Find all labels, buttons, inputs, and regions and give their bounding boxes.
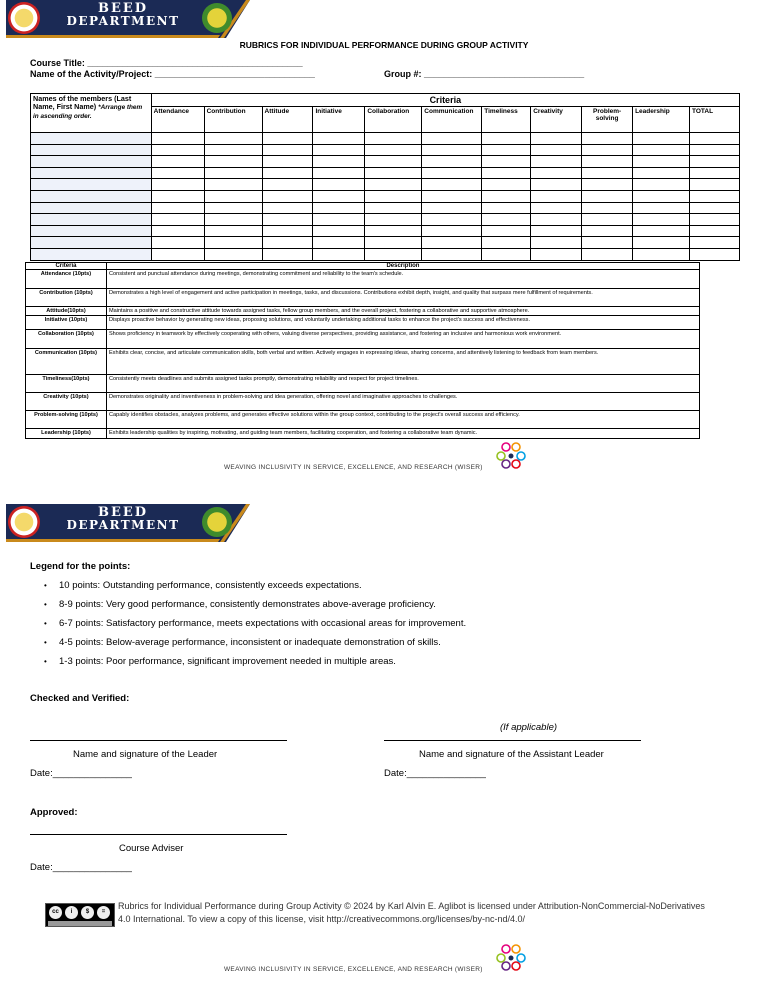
score-cell[interactable] [262, 144, 313, 156]
score-cell[interactable] [482, 156, 531, 168]
if-applicable-note: (If applicable) [500, 722, 558, 733]
score-cell[interactable] [582, 225, 633, 237]
legend-text: 8-9 points: Very good performance, consistently demonstrates above-average proficiency. [59, 599, 436, 610]
criteria-description: Demonstrates originality and inventiveness in problem-solving and idea generation, offering novel and imaginative approaches to challenges. [106, 393, 699, 411]
score-cell[interactable] [262, 225, 313, 237]
score-cell[interactable] [482, 237, 531, 249]
leader-signature-label: Name and signature of the Leader [73, 749, 218, 760]
criteria-name: Attendance (10pts) [26, 270, 107, 289]
member-name-cell[interactable] [31, 237, 152, 249]
score-cell[interactable] [689, 179, 739, 191]
score-cell[interactable] [689, 214, 739, 226]
score-cell[interactable] [422, 167, 482, 179]
col-collaboration: Collaboration [365, 107, 422, 133]
score-cell[interactable] [633, 167, 690, 179]
col-problem-solving: Problem-solving [582, 107, 633, 133]
banner-line2: DEPARTMENT [66, 518, 180, 532]
score-cell[interactable] [204, 237, 262, 249]
score-cell[interactable] [204, 225, 262, 237]
banner-line2: DEPARTMENT [66, 14, 180, 28]
score-cell[interactable] [365, 144, 422, 156]
leader-signature-line[interactable] [30, 740, 287, 741]
legend-item [44, 652, 466, 671]
score-cell[interactable] [531, 225, 582, 237]
score-cell[interactable] [633, 156, 690, 168]
legend-item [44, 595, 466, 614]
criteria-description-table [25, 262, 700, 439]
score-cell[interactable] [531, 237, 582, 249]
approved-label: Approved: [30, 807, 78, 818]
score-cell[interactable] [204, 202, 262, 214]
score-cell[interactable] [151, 214, 204, 226]
legend-text: 1-3 points: Poor performance, significant improvement needed in multiple areas. [59, 656, 396, 667]
bullet-icon: • [44, 638, 47, 647]
score-cell[interactable] [422, 179, 482, 191]
group-number-field[interactable]: Group #: ________________________________ [384, 69, 585, 79]
member-name-cell[interactable] [31, 248, 152, 260]
score-cell[interactable] [365, 179, 422, 191]
score-cell[interactable] [422, 225, 482, 237]
score-cell[interactable] [531, 133, 582, 145]
score-cell[interactable] [482, 190, 531, 202]
legend-item [44, 633, 466, 652]
score-cell[interactable] [151, 237, 204, 249]
cc-license-badge-icon [45, 903, 115, 927]
score-cell[interactable] [633, 214, 690, 226]
score-cell[interactable] [531, 248, 582, 260]
banner-line1: BEED [97, 1, 149, 16]
score-cell[interactable] [482, 225, 531, 237]
score-cell[interactable] [262, 156, 313, 168]
adviser-signature-line[interactable] [30, 834, 287, 835]
score-cell[interactable] [313, 248, 365, 260]
score-cell[interactable] [204, 167, 262, 179]
score-cell[interactable] [422, 237, 482, 249]
member-row [31, 133, 740, 145]
score-cell[interactable] [531, 179, 582, 191]
score-cell[interactable] [422, 156, 482, 168]
member-row [31, 248, 740, 260]
criteria-description: Displays proactive behavior by generating new ideas, proposing solutions, and voluntarily undertaking additional tasks to enhance the project's success and effectiveness. [106, 316, 699, 330]
wiser-logo-icon [494, 440, 528, 470]
score-cell[interactable] [262, 202, 313, 214]
criteria-col-header: Criteria [26, 263, 107, 270]
score-cell[interactable] [531, 202, 582, 214]
member-name-cell[interactable] [31, 167, 152, 179]
member-row [31, 225, 740, 237]
banner-line1: BEED [97, 505, 149, 520]
score-cell[interactable] [633, 237, 690, 249]
page-title: RUBRICS FOR INDIVIDUAL PERFORMANCE DURING GROUP ACTIVITY [239, 40, 529, 50]
member-name-cell[interactable] [31, 190, 152, 202]
criteria-name: Collaboration (10pts) [26, 330, 107, 349]
score-cell[interactable] [582, 179, 633, 191]
score-cell[interactable] [365, 214, 422, 226]
department-banner-page2 [6, 504, 250, 542]
criteria-description: Consistently meets deadlines and submits assigned tasks promptly, demonstrating reliability and respect for project timelines. [106, 375, 699, 393]
member-row [31, 179, 740, 191]
score-cell[interactable] [422, 190, 482, 202]
score-cell[interactable] [633, 133, 690, 145]
score-cell[interactable] [204, 144, 262, 156]
score-cell[interactable] [365, 133, 422, 145]
score-cell[interactable] [204, 156, 262, 168]
score-cell[interactable] [313, 225, 365, 237]
score-cell[interactable] [531, 156, 582, 168]
wiser-footer: WEAVING INCLUSIVITY IN SERVICE, EXCELLENCE, AND RESEARCH (WISER) [224, 464, 483, 471]
score-cell[interactable] [422, 144, 482, 156]
member-rows [31, 133, 740, 261]
by-icon: i [65, 906, 78, 919]
criteria-description: Exhibits clear, concise, and articulate communication skills, both verbal and written. Actively engages in expressing ideas, sharing concerns, and attentively listening to feedback from team members. [106, 349, 699, 375]
score-cell[interactable] [582, 156, 633, 168]
score-cell[interactable] [151, 144, 204, 156]
score-cell[interactable] [204, 133, 262, 145]
score-cell[interactable] [204, 248, 262, 260]
score-cell[interactable] [365, 225, 422, 237]
score-cell[interactable] [582, 202, 633, 214]
score-cell[interactable] [365, 202, 422, 214]
member-row [31, 156, 740, 168]
score-cell[interactable] [582, 237, 633, 249]
legend-text: 10 points: Outstanding performance, consistently exceeds expectations. [59, 580, 362, 591]
score-cell[interactable] [313, 133, 365, 145]
nc-icon: $ [81, 906, 94, 919]
license-text: Rubrics for Individual Performance during Group Activity © 2024 by Karl Alvin E. Aglibot is licensed under Attribution-NonCommercial-NoDerivatives 4.0 International. To view a copy of this license, visit http://creativecommons.org/licenses/by-nc-nd/4.0/ [118, 901, 705, 924]
score-cell[interactable] [482, 202, 531, 214]
member-row [31, 214, 740, 226]
score-cell[interactable] [482, 179, 531, 191]
member-name-cell[interactable] [31, 214, 152, 226]
score-cell[interactable] [582, 248, 633, 260]
score-cell[interactable] [422, 133, 482, 145]
department-seal-icon [202, 507, 232, 537]
score-cell[interactable] [204, 214, 262, 226]
score-cell[interactable] [313, 202, 365, 214]
bullet-icon: • [44, 600, 47, 609]
banner-title [52, 2, 194, 28]
criteria-name: Leadership (10pts) [26, 429, 107, 439]
bullet-icon: • [44, 657, 47, 666]
assistant-signature-line[interactable] [384, 740, 641, 741]
score-cell[interactable] [633, 225, 690, 237]
score-cell[interactable] [422, 214, 482, 226]
activity-name-field[interactable]: Name of the Activity/Project: ________________________________ [30, 69, 315, 79]
criteria-header: Criteria [151, 94, 739, 107]
score-cell[interactable] [531, 144, 582, 156]
criteria-description: Shows proficiency in teamwork by effectively cooperating with others, valuing diverse perspectives, providing assistance, and fostering an inclusive and harmonious work environment. [106, 330, 699, 349]
score-cell[interactable] [689, 167, 739, 179]
score-cell[interactable] [582, 214, 633, 226]
score-cell[interactable] [531, 190, 582, 202]
member-row [31, 190, 740, 202]
member-name-cell[interactable] [31, 133, 152, 145]
score-cell[interactable] [365, 248, 422, 260]
criteria-name: Contribution (10pts) [26, 289, 107, 307]
score-cell[interactable] [482, 214, 531, 226]
col-attendance: Attendance [151, 107, 204, 133]
score-cell[interactable] [582, 144, 633, 156]
score-cell[interactable] [582, 133, 633, 145]
score-cell[interactable] [313, 179, 365, 191]
legend-title: Legend for the points: [30, 561, 131, 572]
criteria-description: Maintains a positive and constructive attitude towards assigned tasks, fellow group members, and the overall project, fostering a collaborative and supportive atmosphere. [106, 307, 699, 316]
score-cell[interactable] [689, 190, 739, 202]
score-cell[interactable] [365, 190, 422, 202]
criteria-name: Initiative (10pts) [26, 316, 107, 330]
score-cell[interactable] [204, 190, 262, 202]
criteria-name: Communication (10pts) [26, 349, 107, 375]
score-cell[interactable] [422, 248, 482, 260]
description-col-header: Description [106, 263, 699, 270]
member-row [31, 237, 740, 249]
bullet-icon: • [44, 581, 47, 590]
score-cell[interactable] [482, 133, 531, 145]
score-cell[interactable] [633, 144, 690, 156]
col-communication: Communication [422, 107, 482, 133]
legend-item [44, 614, 466, 633]
legend-text: 6-7 points: Satisfactory performance, meets expectations with occasional areas for improvement. [59, 618, 467, 629]
score-cell[interactable] [262, 237, 313, 249]
criteria-name: Timeliness(10pts) [26, 375, 107, 393]
col-attitude: Attitude [262, 107, 313, 133]
score-cell[interactable] [313, 167, 365, 179]
score-cell[interactable] [313, 144, 365, 156]
member-name-cell[interactable] [31, 202, 152, 214]
score-cell[interactable] [262, 167, 313, 179]
score-cell[interactable] [313, 190, 365, 202]
bullet-icon: • [44, 619, 47, 628]
checked-verified-label: Checked and Verified: [30, 693, 130, 704]
col-total: TOTAL [689, 107, 739, 133]
names-header-note: *Arrange them in ascending order. [33, 104, 143, 120]
adviser-date-field[interactable]: Date:_______________ [30, 862, 132, 873]
score-cell[interactable] [689, 133, 739, 145]
department-banner [6, 0, 250, 38]
member-row [31, 202, 740, 214]
col-initiative: Initiative [313, 107, 365, 133]
member-name-cell[interactable] [31, 156, 152, 168]
criteria-description: Capably identifies obstacles, analyzes problems, and generates effective solutions within the group context, contributing to the project's overall success and efficiency. [106, 411, 699, 429]
criteria-description: Demonstrates a high level of engagement and active participation in meetings, tasks, and discussions. Contributions exhibit depth, insight, and quality that surpass mere fulfillment of requirements. [106, 289, 699, 307]
col-timeliness: Timeliness [482, 107, 531, 133]
score-cell[interactable] [365, 167, 422, 179]
criteria-name: Creativity (10pts) [26, 393, 107, 411]
legend-text: 4-5 points: Below-average performance, inconsistent or inadequate demonstration of skills. [59, 637, 441, 648]
score-cell[interactable] [151, 190, 204, 202]
names-header-label: Names of the members (Last Name, First Name) [33, 94, 132, 111]
cc-icon: cc [49, 906, 62, 919]
department-seal-icon [202, 3, 232, 33]
leader-date-field[interactable]: Date:_______________ [30, 768, 132, 779]
points-legend-list [44, 576, 466, 671]
score-cell[interactable] [531, 167, 582, 179]
score-cell[interactable] [531, 214, 582, 226]
score-cell[interactable] [689, 237, 739, 249]
legend-item [44, 576, 466, 595]
score-cell[interactable] [582, 167, 633, 179]
member-row [31, 167, 740, 179]
score-cell[interactable] [633, 248, 690, 260]
score-cell[interactable] [689, 202, 739, 214]
members-score-table [30, 93, 740, 261]
cc-badge-strip [48, 921, 112, 926]
score-cell[interactable] [313, 156, 365, 168]
score-cell[interactable] [689, 156, 739, 168]
nd-icon: = [97, 906, 110, 919]
score-cell[interactable] [422, 202, 482, 214]
score-cell[interactable] [262, 190, 313, 202]
criteria-name: Attitude(10pts) [26, 307, 107, 316]
score-cell[interactable] [689, 144, 739, 156]
score-cell[interactable] [151, 133, 204, 145]
score-cell[interactable] [151, 167, 204, 179]
score-cell[interactable] [633, 179, 690, 191]
score-cell[interactable] [262, 179, 313, 191]
score-cell[interactable] [365, 237, 422, 249]
member-name-cell[interactable] [31, 179, 152, 191]
score-cell[interactable] [151, 179, 204, 191]
col-contribution: Contribution [204, 107, 262, 133]
member-name-cell[interactable] [31, 144, 152, 156]
score-cell[interactable] [689, 225, 739, 237]
adviser-label: Course Adviser [119, 843, 184, 854]
score-cell[interactable] [689, 248, 739, 260]
score-cell[interactable] [482, 144, 531, 156]
criteria-description: Consistent and punctual attendance during meetings, demonstrating commitment and reliability to the team's schedule. [106, 270, 699, 289]
score-cell[interactable] [313, 214, 365, 226]
score-cell[interactable] [313, 237, 365, 249]
score-cell[interactable] [262, 133, 313, 145]
score-cell[interactable] [151, 156, 204, 168]
score-cell[interactable] [482, 167, 531, 179]
member-row [31, 144, 740, 156]
wiser-footer-page2: WEAVING INCLUSIVITY IN SERVICE, EXCELLENCE, AND RESEARCH (WISER) [224, 966, 483, 973]
assistant-signature-label: Name and signature of the Assistant Leader [419, 749, 604, 760]
banner-title [52, 506, 194, 532]
criteria-name: Problem-solving (10pts) [26, 411, 107, 429]
score-cell[interactable] [633, 190, 690, 202]
university-seal-icon [8, 2, 40, 34]
score-cell[interactable] [151, 202, 204, 214]
col-leadership: Leadership [633, 107, 690, 133]
score-cell[interactable] [262, 248, 313, 260]
score-cell[interactable] [151, 248, 204, 260]
course-title-field[interactable]: Course Title: ___________________________________________ [30, 58, 303, 68]
score-cell[interactable] [582, 190, 633, 202]
member-name-cell[interactable] [31, 225, 152, 237]
score-cell[interactable] [482, 248, 531, 260]
score-cell[interactable] [204, 179, 262, 191]
col-creativity: Creativity [531, 107, 582, 133]
score-cell[interactable] [151, 225, 204, 237]
wiser-logo-icon [494, 942, 528, 972]
members-name-header [31, 94, 152, 133]
assistant-date-field[interactable]: Date:_______________ [384, 768, 486, 779]
score-cell[interactable] [262, 214, 313, 226]
criteria-description: Exhibits leadership qualities by inspiring, motivating, and guiding team members, facilitating cooperation, and fostering a collaborative team dynamic. [106, 429, 699, 439]
score-cell[interactable] [365, 156, 422, 168]
score-cell[interactable] [633, 202, 690, 214]
university-seal-icon [8, 506, 40, 538]
